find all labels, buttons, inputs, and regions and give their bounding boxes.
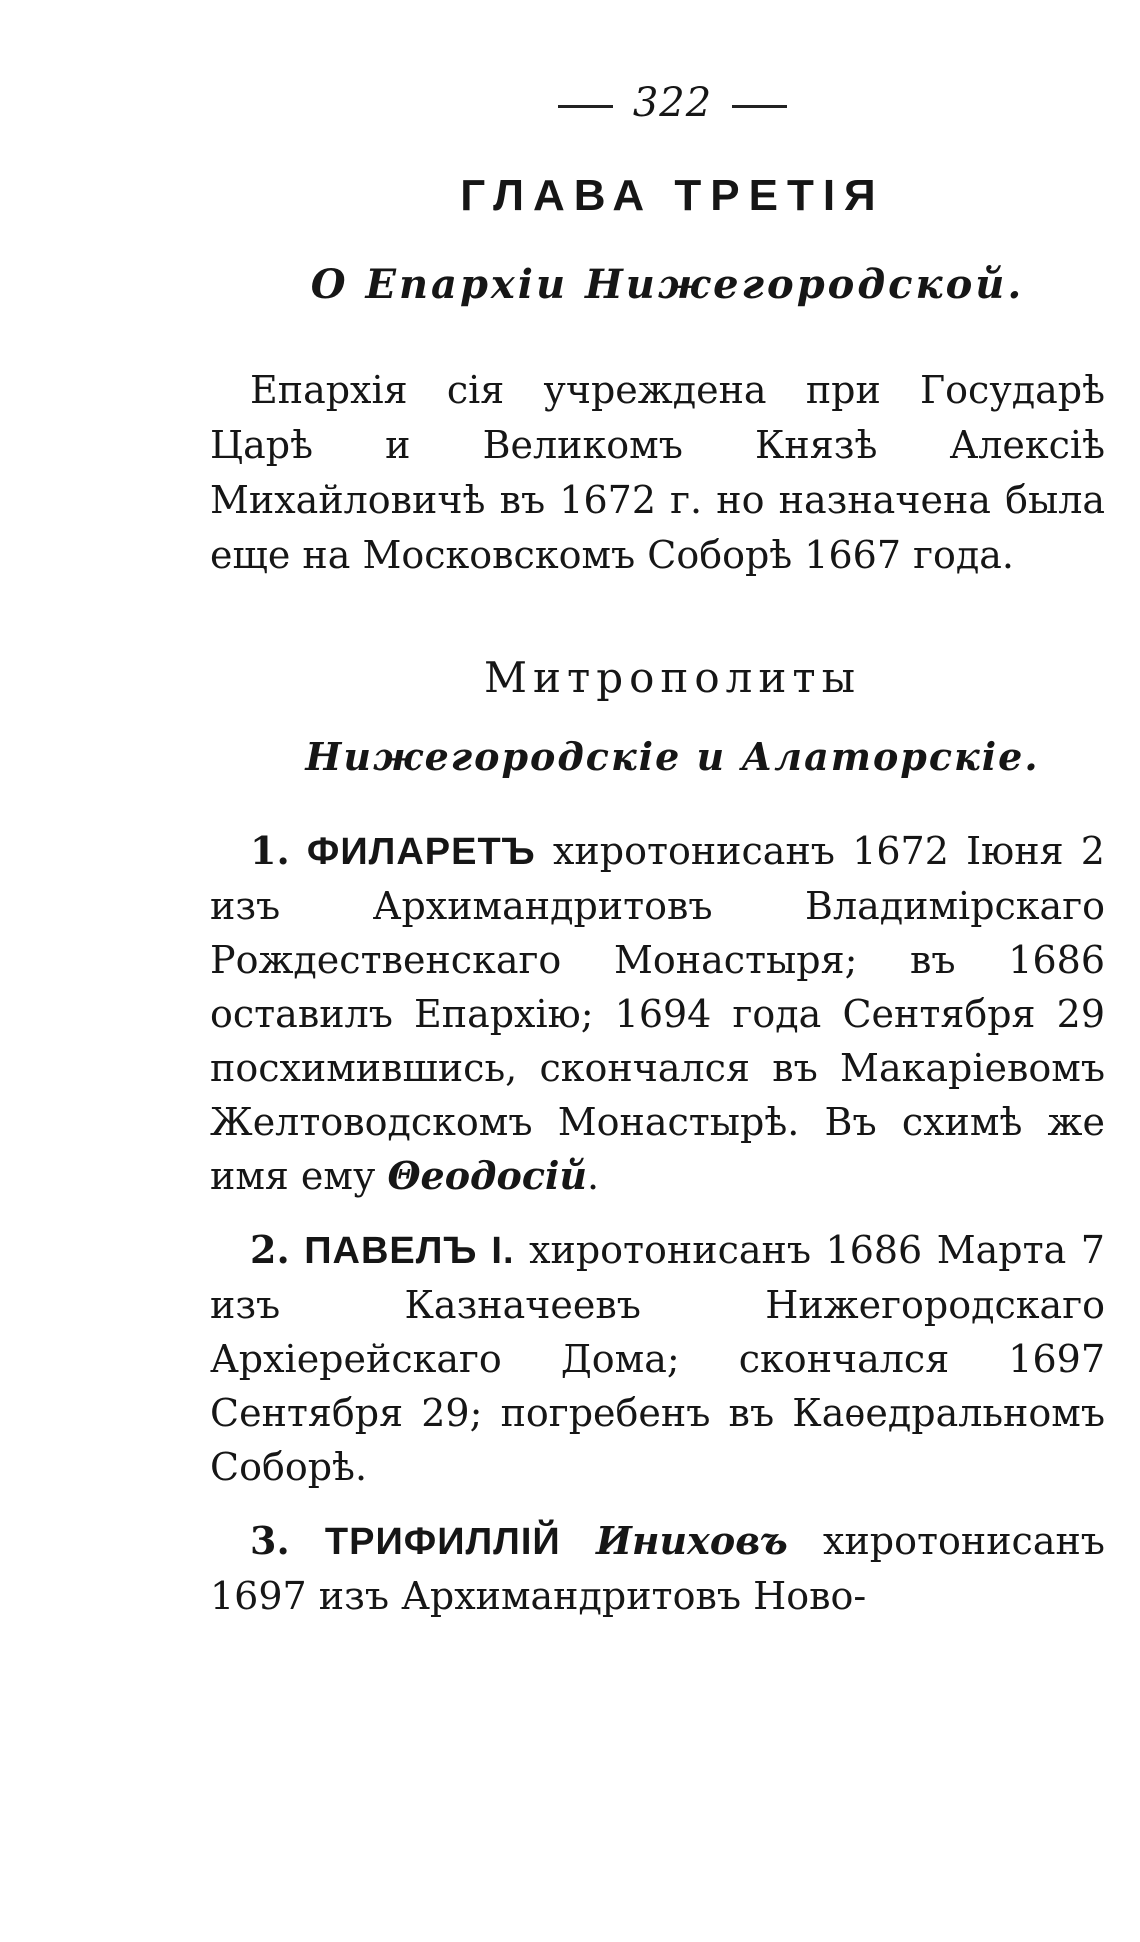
entry-name: ТРИФИЛЛІЙ [324, 1521, 561, 1563]
section-subtitle: Нижегородскіе и Алаторскіе. [305, 734, 1040, 779]
entry-end: . [587, 1154, 600, 1198]
section-title: Митрополиты [483, 653, 862, 702]
entry-number: 3. [250, 1518, 290, 1563]
entry-2 [210, 1223, 1105, 1494]
entry-text: хиротонисанъ 1697 изъ Архимандритовъ Ново- [210, 1519, 1105, 1618]
entry-italic-name: Θеодосій [387, 1153, 588, 1198]
entry-text: хиротонисанъ 1686 Марта 7 изъ Казначеевъ Нижегородскаго Архіерейскаго Дома; скончался 1697 Сентября 29; погребенъ въ Каѳедральномъ Соборѣ. [210, 1228, 1105, 1489]
entry-3 [210, 1514, 1105, 1623]
intro-paragraph: Епархія сія учреждена при Государѣ Царѣ и Великомъ Князѣ Алексіѣ Михайловичѣ въ 1672 г. но назначена была еще на Московскомъ Соборѣ 1667 года. [210, 368, 1105, 577]
entry-name: ФИЛАРЕТЪ [306, 831, 536, 873]
chapter-title: ГЛАВА ТРЕТІЯ [460, 171, 885, 220]
entry-number: 1. [250, 828, 290, 873]
entry-1 [210, 824, 1105, 1203]
entry-text: хиротонисанъ 1672 Іюня 2 изъ Архимандритовъ Владимірскаго Рождественскаго Монастыря; въ 1686 оставилъ Епархію; 1694 года Сентября 29 посхимившись, скончался въ Макаріевомъ Желтоводскомъ Монастырѣ. Въ схимѣ же имя ему [210, 829, 1105, 1198]
dash-right [732, 105, 787, 108]
book-page [210, 80, 1105, 1643]
page-number-value: 322 [632, 80, 713, 126]
entry-name: ПАВЕЛЪ I. [304, 1230, 515, 1272]
dash-left [558, 105, 613, 108]
page-number [240, 80, 1105, 126]
entry-surname: Иниховъ [595, 1518, 788, 1563]
entry-number: 2. [250, 1227, 290, 1272]
chapter-subtitle: О Епархіи Нижегородской. [310, 261, 1025, 308]
